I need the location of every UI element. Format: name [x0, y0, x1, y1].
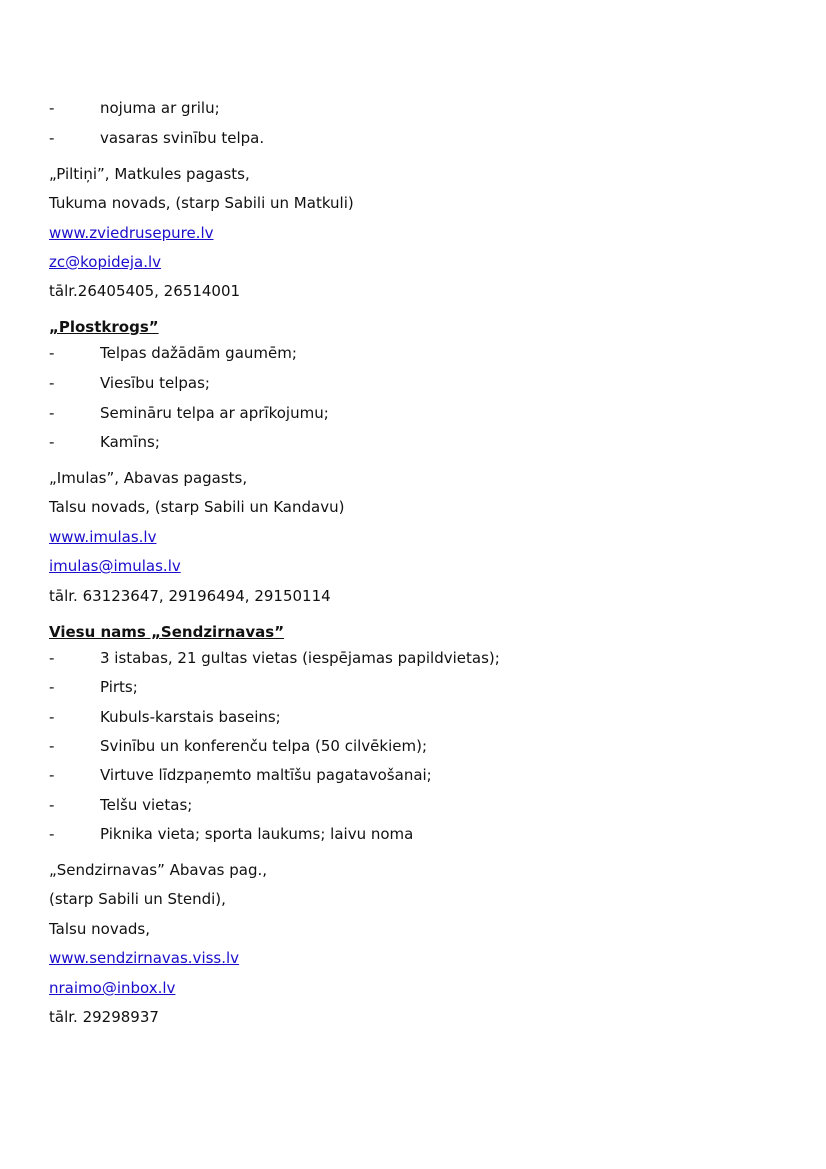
bullet-dash: - — [49, 737, 55, 755]
phone-line: tālr.26405405, 26514001 — [49, 282, 241, 300]
address-line: „Sendzirnavas” Abavas pag., — [49, 861, 268, 879]
bullet-dash: - — [49, 796, 55, 814]
bullet-dash: - — [49, 433, 55, 451]
list-item: Kamīns; — [100, 433, 160, 451]
bullet-dash: - — [49, 374, 55, 392]
phone-line: tālr. 63123647, 29196494, 29150114 — [49, 587, 331, 605]
list-item: Semināru telpa ar aprīkojumu; — [100, 404, 329, 422]
bullet-dash: - — [49, 678, 55, 696]
bullet-dash: - — [49, 825, 55, 843]
address-line: Talsu novads, (starp Sabili un Kandavu) — [49, 498, 345, 516]
list-item: nojuma ar grilu; — [100, 99, 220, 117]
section-heading: „Plostkrogs” — [49, 318, 159, 336]
section-heading: Viesu nams „Sendzirnavas” — [49, 623, 285, 641]
phone-line: tālr. 29298937 — [49, 1008, 159, 1026]
address-line: (starp Sabili un Stendi), — [49, 890, 226, 908]
email-link[interactable]: imulas@imulas.lv — [49, 557, 181, 575]
email-link[interactable]: nraimo@inbox.lv — [49, 979, 176, 997]
list-item: Telšu vietas; — [100, 796, 193, 814]
bullet-dash: - — [49, 129, 55, 147]
list-item: Telpas dažādām gaumēm; — [100, 344, 297, 362]
list-item: Viesību telpas; — [100, 374, 210, 392]
bullet-dash: - — [49, 766, 55, 784]
website-link[interactable]: www.zviedrusepure.lv — [49, 224, 214, 242]
list-item: Pirts; — [100, 678, 138, 696]
list-item: Virtuve līdzpaņemto maltīšu pagatavošanai; — [100, 766, 432, 784]
bullet-dash: - — [49, 404, 55, 422]
bullet-dash: - — [49, 99, 55, 117]
email-link[interactable]: zc@kopideja.lv — [49, 253, 162, 271]
bullet-dash: - — [49, 649, 55, 667]
bullet-dash: - — [49, 344, 55, 362]
list-item: Piknika vieta; sporta laukums; laivu noma — [100, 825, 414, 843]
list-item: 3 istabas, 21 gultas vietas (iespējamas papildvietas); — [100, 649, 500, 667]
list-item: Svinību un konferenču telpa (50 cilvēkiem); — [100, 737, 428, 755]
list-item: vasaras svinību telpa. — [100, 129, 265, 147]
address-line: Talsu novads, — [49, 920, 150, 938]
website-link[interactable]: www.sendzirnavas.viss.lv — [49, 949, 240, 967]
bullet-dash: - — [49, 708, 55, 726]
address-line: Tukuma novads, (starp Sabili un Matkuli) — [49, 194, 354, 212]
website-link[interactable]: www.imulas.lv — [49, 528, 157, 546]
address-line: „Piltiņi”, Matkules pagasts, — [49, 165, 250, 183]
address-line: „Imulas”, Abavas pagasts, — [49, 469, 248, 487]
list-item: Kubuls-karstais baseins; — [100, 708, 281, 726]
